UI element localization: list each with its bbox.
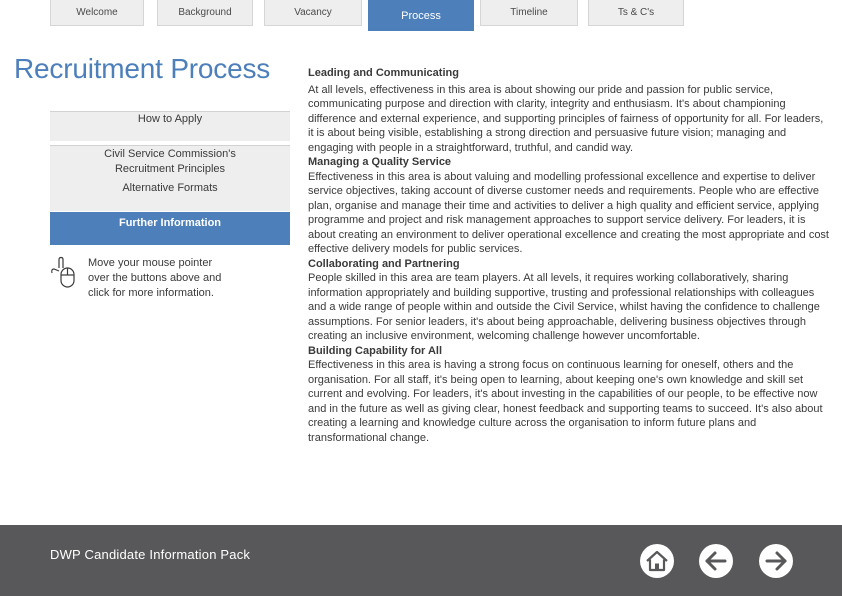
arrow-left-icon	[699, 544, 733, 578]
home-button[interactable]	[640, 544, 674, 578]
tab-process[interactable]: Process	[368, 0, 474, 31]
section-paragraph: Effectiveness in this area is having a strong focus on continuous learning for oneself, others and the organisation. For all staff, it's being open to learning, about keeping one's own knowledge and skill set current and evolving. For leaders, it's about investing in the capabilities of our people, to be effective now and in the future as well as giving clear, honest feedback and supporting teams to succeed. It's also about creating a learning and knowledge culture across the organisation to inform future plans and transformational change.	[308, 359, 823, 444]
top-tab-bar	[0, 0, 842, 32]
section-heading: Managing a Quality Service	[308, 156, 452, 168]
tab-timeline[interactable]: Timeline	[480, 0, 578, 26]
hover-hint	[50, 256, 290, 306]
sidebar-button-alternative-formats[interactable]	[50, 181, 290, 211]
sidebar-button-recruitment-principles[interactable]	[50, 145, 290, 181]
sidebar-button-label: Alternative Formats	[122, 182, 218, 194]
arrow-right-icon	[759, 544, 793, 578]
hint-text: Move your mouse pointer over the buttons above and click for more information.	[88, 257, 222, 299]
section-paragraph: At all levels, effectiveness in this area is about showing our pride and passion for public service, communicating purpose and direction with clarity, integrity and enthusiasm. It's about championing difference and external experience, and supporting principles of fairness of opportunity for all. For leaders, it is about being visible, establishing a strong direction and persuasive future vision; managing and engaging with people in a straightforward, truthful, and candid way.	[308, 83, 824, 154]
section-heading: Building Capability for All	[308, 344, 443, 357]
section-heading: Leading and Communicating	[308, 67, 459, 79]
sidebar-button-label: Recruitment Principles	[114, 163, 226, 175]
tab-vacancy[interactable]: Vacancy	[264, 0, 362, 26]
home-icon	[640, 544, 674, 578]
section-heading: Collaborating and Partnering	[308, 257, 460, 270]
section-paragraph: Effectiveness in this area is about valuing and modelling professional excellence and expertise to deliver service objectives, taking account of diverse customer needs and requirements. People who are effective plan, organise and manage their time and activities to deliver a high quality and efficient service, applying programme and project and risk management approaches to support service delivery. For leaders, it is about creating an environment to deliver operational excellence and creating the most appropriate and cost effective delivery models for public services.	[308, 170, 829, 255]
tab-ts-and-cs[interactable]: Ts & C's	[588, 0, 684, 26]
sidebar-button-label: Civil Service Commission's	[104, 148, 236, 160]
section-paragraph: People skilled in this area are team players. At all levels, it requires working collaboratively, sharing information appropriately and building supportive, trusting and professional relationships with colleagues and a wide range of people within and outside the Civil Service, whilst having the confidence to challenge assumptions. For senior leaders, it's about being approachable, delivering business objectives through creating an inclusive environment, welcoming challenge however uncomfortable.	[308, 272, 820, 342]
page-title: Recruitment Process	[14, 53, 271, 84]
mouse-pointer-icon	[50, 256, 80, 292]
back-button[interactable]	[699, 544, 733, 578]
tab-welcome[interactable]: Welcome	[50, 0, 144, 26]
tab-background[interactable]: Background	[157, 0, 253, 26]
sidebar-button-label: How to Apply	[137, 113, 203, 125]
sidebar-button-label: Further Information	[118, 217, 222, 229]
next-button[interactable]	[759, 544, 793, 578]
further-information-content	[308, 66, 830, 445]
footer-bar	[0, 525, 842, 596]
footer-title: DWP Candidate Information Pack	[50, 547, 251, 562]
sidebar-button-how-to-apply[interactable]	[50, 111, 290, 141]
sidebar-button-further-information[interactable]	[50, 212, 290, 245]
